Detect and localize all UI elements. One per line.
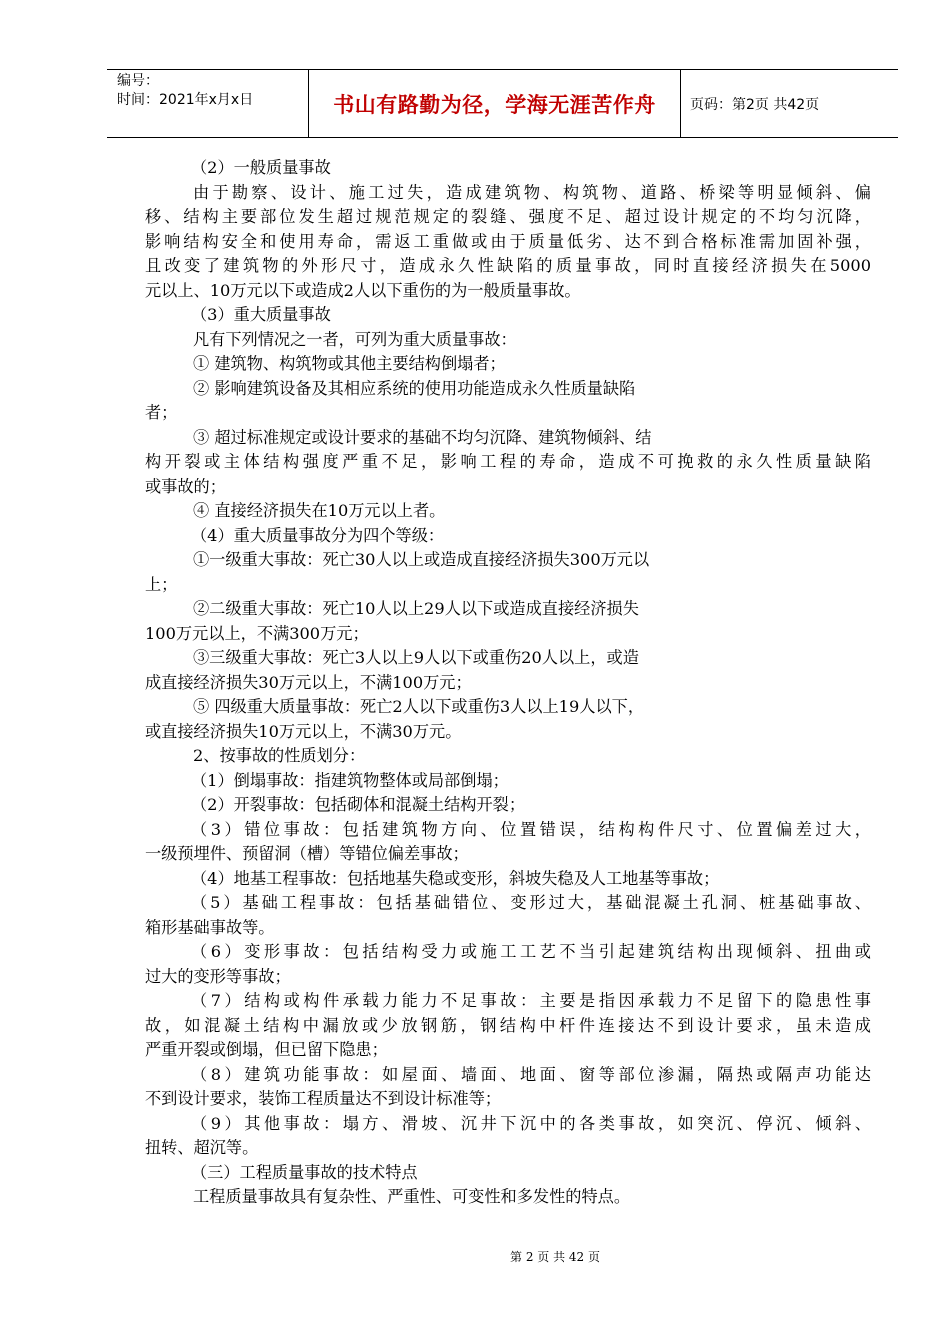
header-motto: 书山有路勤为径，学海无涯苦作舟 [308,70,681,137]
line: 扭转、超沉等。 [145,1138,259,1157]
line: （5）基础工程事故：包括基础错位、变形过大，基础混凝土孔洞、桩基础事故、 [191,893,871,912]
page-footer [0,1248,950,1265]
date-label: 时间：2021年x月x日 [117,92,254,108]
line: （9）其他事故：塌方、滑坡、沉井下沉中的各类事故，如突沉、停沉、倾斜、 [191,1113,871,1133]
line: （2）开裂事故：包括砌体和混凝土结构开裂； [191,795,526,814]
line: ③ 超过标准规定或设计要求的基础不均匀沉降、建筑物倾斜、结 [193,427,652,447]
line: ④ 直接经济损失在10万元以上者。 [193,501,446,520]
line: 上； [145,574,178,594]
line: （3）错位事故：包括建筑物方向、位置错误，结构构件尺寸、位置偏差过大， [191,819,871,839]
line: ①一级重大事故：死亡30人以上或造成直接经济损失300万元以 [193,550,650,569]
line: 由于勘察、设计、施工过失，造成建筑物、构筑物、道路、桥梁等明显倾斜、偏 [193,182,871,202]
line: （三）工程质量事故的技术特点 [191,1162,418,1182]
line: ① 建筑物、构筑物或其他主要结构倒塌者； [193,354,506,373]
line: （2）一般质量事故 [191,158,331,177]
line: 者； [145,403,178,422]
line: （1）倒塌事故：指建筑物整体或局部倒塌； [191,770,509,790]
line: 凡有下列情况之一者，可列为重大质量事故： [193,329,517,349]
line: （8）建筑功能事故：如屋面、墙面、地面、窗等部位渗漏，隔热或隔声功能达 [191,1064,871,1084]
line: ②二级重大事故：死亡10人以上29人以下或造成直接经济损失 [193,599,639,618]
line: 箱形基础事故等。 [145,917,275,937]
line: （4）地基工程事故：包括地基失稳或变形，斜坡失稳及人工地基等事故； [191,868,720,888]
line: （3）重大质量事故 [191,305,331,324]
line: 或直接经济损失10万元以上，不满30万元。 [145,721,462,741]
line: 构开裂或主体结构强度严重不足，影响工程的寿命，造成不可挽救的永久性质量缺陷 [145,452,871,471]
line: 移、结构主要部位发生超过规范规定的裂缝、强度不足、超过设计规定的不均匀沉降， [145,207,871,226]
line: 影响结构安全和使用寿命，需返工重做或由于质量低劣、达不到合格标准需加固补强， [145,231,871,251]
header-meta [107,70,308,137]
line: 100万元以上，不满300万元； [145,623,369,643]
line: ③三级重大事故：死亡3人以上9人以下或重伤20人以上，或造 [193,648,639,667]
page-header [107,69,898,138]
document-body [145,156,871,1210]
footer-page-number: 第 2 页 共 42 页 [510,1250,600,1264]
line: 且改变了建筑物的外形尺寸，造成永久性缺陷的质量事故，同时直接经济损失在5000 [145,256,871,275]
line: 一级预埋件、预留洞（槽）等错位偏差事故； [145,844,469,863]
line: 或事故的； [145,476,226,496]
header-page-info: 页码：第2页 共42页 [690,96,820,113]
line: 不到设计要求，装饰工程质量达不到设计标准等； [145,1089,502,1108]
line: ⑤ 四级重大质量事故：死亡2人以下或重伤3人以上19人以下， [193,697,645,716]
line: （6）变形事故：包括结构受力或施工工艺不当引起建筑结构出现倾斜、扭曲或 [191,942,871,961]
line: 元以上、10万元以下或造成2人以下重伤的为一般质量事故。 [145,280,581,300]
line: ② 影响建筑设备及其相应系统的使用功能造成永久性质量缺陷 [193,378,636,398]
line: 故，如混凝土结构中漏放或少放钢筋，钢结构中杆件连接达不到设计要求，虽未造成 [145,1015,871,1035]
line: 工程质量事故具有复杂性、严重性、可变性和多发性的特点。 [193,1187,631,1206]
line: （7）结构或构件承载力能力不足事故：主要是指因承载力不足留下的隐患性事 [191,991,871,1010]
line: 严重开裂或倒塌，但已留下隐患； [145,1040,388,1059]
line: （4）重大质量事故分为四个等级： [191,525,445,545]
line: 2、按事故的性质划分： [193,746,366,765]
number-label: 编号： [117,73,159,89]
line: 过大的变形等事故； [145,966,291,986]
line: 成直接经济损失30万元以上，不满100万元； [145,672,472,692]
